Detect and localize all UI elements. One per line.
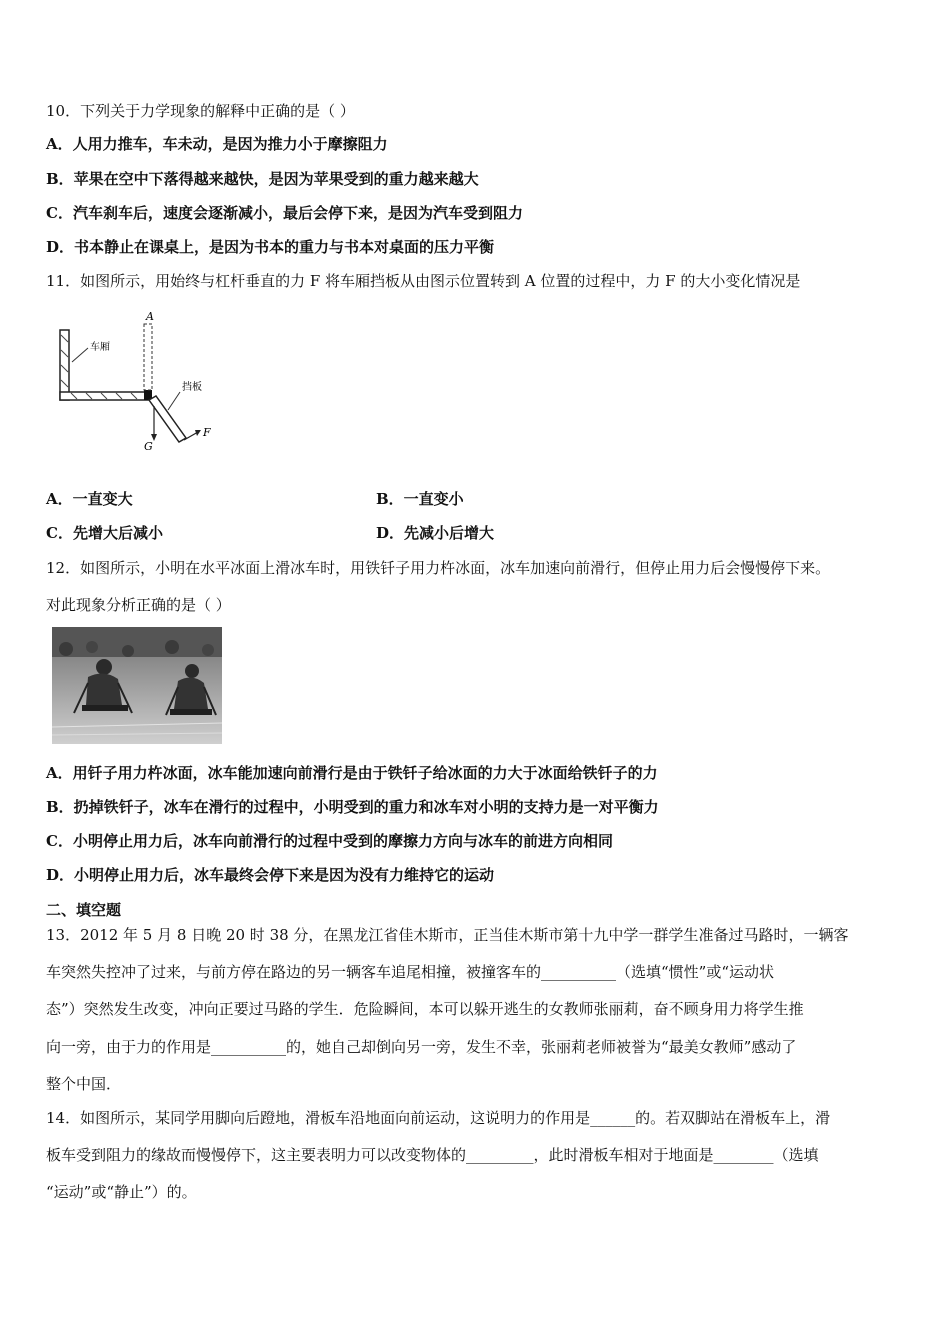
label-a: A: [146, 310, 154, 323]
q14-line2: 板车受到阻力的缘故而慢慢停下，这主要表明力可以改变物体的_________，此时滑板车相对于地面是________（选填: [46, 1146, 819, 1164]
q11-option-d: D．先减小后增大: [376, 524, 495, 542]
q10-option-b: B．苹果在空中下落得越来越快，是因为苹果受到的重力越来越大: [46, 170, 479, 188]
q12-option-b: B．扔掉铁钎子，冰车在滑行的过程中，小明受到的重力和冰车对小明的支持力是一对平衡力: [46, 798, 659, 816]
label-f: F: [203, 426, 211, 439]
q14-line1: 14．如图所示，某同学用脚向后蹬地，滑板车沿地面向前运动，这说明力的作用是______的。若双脚站在滑板车上，滑: [46, 1109, 831, 1127]
label-g: G: [144, 440, 153, 453]
q10-option-d: D．书本静止在课桌上，是因为书本的重力与书本对桌面的压力平衡: [46, 238, 495, 256]
q13-line4: 向一旁，由于力的作用是__________的，她自己却倒向另一旁，发生不幸，张丽莉老师被誉为“最美女教师”感动了: [46, 1038, 797, 1056]
q12-stem-line2: 对此现象分析正确的是（ ）: [46, 596, 231, 614]
lever-tailboard-figure: [56, 310, 226, 460]
force-arrow: [184, 432, 198, 440]
q11-option-a: A．一直变大: [46, 490, 133, 508]
q12-option-d: D．小明停止用力后，冰车最终会停下来是因为没有力维持它的运动: [46, 866, 495, 884]
q11-option-c: C．先增大后减小: [46, 524, 163, 542]
section-heading: 二、填空题: [46, 901, 122, 919]
q10-option-a: A．人用力推车，车未动，是因为推力小于摩擦阻力: [46, 135, 388, 153]
position-a-dashed: [144, 324, 152, 390]
q13-line1: 13．2012 年 5 月 8 日晚 20 时 38 分，在黑龙江省佳木斯市，正当佳木斯市第十九中学一群学生准备过马路时，一辆客: [46, 926, 849, 944]
q13-line2: 车突然失控冲了过来，与前方停在路边的另一辆客车追尾相撞，被撞客车的__________（选填“惯性”或“运动状: [46, 963, 775, 981]
q12-stem-line1: 12．如图所示，小明在水平冰面上滑冰车时，用铁钎子用力杵冰面，冰车加速向前滑行，但停止用力后会慢慢停下来。: [46, 559, 831, 577]
label-cart: 车厢: [90, 342, 110, 353]
q10-stem: 10．下列关于力学现象的解释中正确的是（ ）: [46, 102, 355, 120]
q13-line3: 态”）突然发生改变，冲向正要过马路的学生．危险瞬间，本可以躲开逃生的女教师张丽莉，奋不顾身用力将学生推: [46, 1000, 804, 1018]
q12-option-a: A．用钎子用力杵冰面，冰车能加速向前滑行是由于铁钎子给冰面的力大于冰面给铁钎子的力: [46, 764, 658, 782]
q12-option-c: C．小明停止用力后，冰车向前滑行的过程中受到的摩擦力方向与冰车的前进方向相同: [46, 832, 613, 850]
q13-line5: 整个中国．: [46, 1075, 122, 1093]
q14-line3: “运动”或“静止”）的。: [46, 1183, 197, 1201]
q10-option-c: C．汽车刹车后，速度会逐渐减小，最后会停下来，是因为汽车受到阻力: [46, 204, 523, 222]
q11-option-b: B．一直变小: [376, 490, 464, 508]
ice-sled-photo: [52, 627, 222, 744]
q11-stem: 11．如图所示，用始终与杠杆垂直的力 F 将车厢挡板从由图示位置转到 A 位置的过程中，力 F 的大小变化情况是: [46, 272, 801, 290]
label-board: 挡板: [182, 382, 202, 393]
